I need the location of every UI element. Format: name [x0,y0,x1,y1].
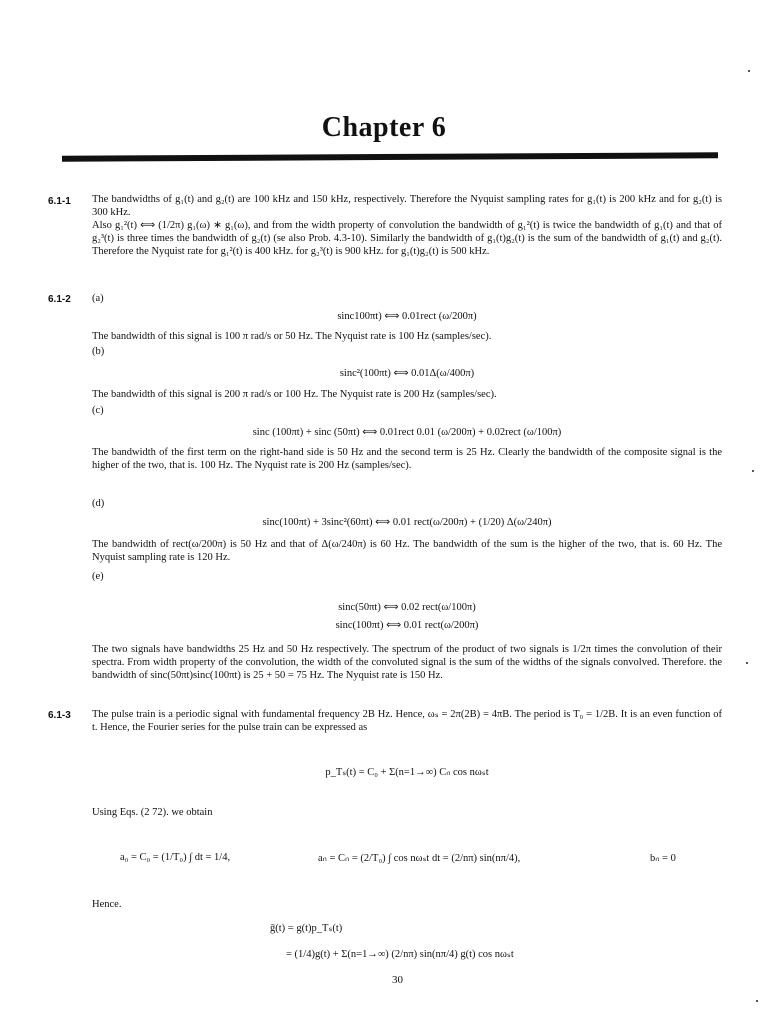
coefficient-a0-equation: a₀ = C₀ = (1/T₀) ∫ dt = 1/4, [120,852,231,863]
part-e-text: The two signals have bandwidths 25 Hz and 50 Hz respectively. The spectrum of the product of two signals is 1/2π times the convolution of their spectra. From width property of the convolution, the width of the convoluted signal is the sum of the widths of the signals convolved. Therefore. the bandwidth of sinc(50πt)sinc(100πt) is 25 + 50 = 75 Hz. The Nyquist rate is 150 Hz. [92,644,722,681]
scan-speck [748,70,750,72]
part-d-text: The bandwidth of rect(ω/200π) is 50 Hz and that of Δ(ω/240π) is 60 Hz. The bandwidth of the sum is the higher of the two, that is. 60 Hz. The Nyquist sampling rate is 120 Hz. [92,539,722,563]
problem-6-1-3-intro: The pulse train is a periodic signal with fundamental frequency 2B Hz. Hence, ωₛ = 2π(2B) = 4πB. The period is T₀ = 1/2B. It is an even function of t. Hence, the Fourier series for the pulse train can be expressed as [92,709,722,733]
part-e-equation-2: sinc(100πt) ⟺ 0.01 rect(ω/200π) [335,620,479,631]
part-b-equation: sinc²(100πt) ⟺ 0.01Δ(ω/400π) [339,368,475,379]
part-a-text: The bandwidth of this signal is 100 π rad/s or 50 Hz. The Nyquist rate is 100 Hz (samples/sec). [92,331,492,342]
part-d-equation: sinc(100πt) + 3sinc²(60πt) ⟺ 0.01 rect(ω/200π) + (1/20) Δ(ω/240π) [262,517,552,528]
chapter-title: Chapter 6 [321,112,447,143]
part-e-equation-1: sinc(50πt) ⟺ 0.02 rect(ω/100π) [338,602,476,613]
part-a-tag: (a) [92,293,104,304]
part-a-equation: sinc100πt) ⟺ 0.01rect (ω/200π) [337,311,477,322]
hence-text: Hence. [92,899,122,910]
title-rule [62,152,718,161]
coefficient-an-equation: aₙ = Cₙ = (2/T₀) ∫ cos nωₛt dt = (2/nπ) sin(nπ/4), [318,853,521,864]
coefficient-bn-equation: bₙ = 0 [650,853,676,864]
part-d-tag: (d) [92,498,105,509]
problem-label-6-1-3: 6.1-3 [48,710,71,721]
sampled-signal-equation-2: = (1/4)g(t) + Σ(n=1→∞) (2/nπ) sin(nπ/4) g(t) cos nωₛt [286,949,514,960]
scan-speck [752,470,754,472]
fourier-series-equation: p_Tₛ(t) = C₀ + Σ(n=1→∞) Cₙ cos nωₛt [325,767,489,778]
part-c-equation: sinc (100πt) + sinc (50πt) ⟺ 0.01rect 0.01 (ω/200π) + 0.02rect (ω/100π) [252,427,562,438]
problem-label-6-1-2-visible: 6.1-2 [48,294,71,305]
part-b-tag: (b) [92,346,105,357]
problem-6-1-1-paragraph-1: The bandwidths of g₁(t) and g₂(t) are 100 kHz and 150 kHz, respectively. Therefore the Nyquist sampling rates for g₁(t) is 200 kHz and for g₂(t) is 300 kHz. [92,194,722,218]
part-c-tag: (c) [92,405,104,416]
part-c-text: The bandwidth of the first term on the right-hand side is 50 Hz and the second term is 25 Hz. Clearly the bandwidth of the composite signal is the higher of the two, that is. 100 Hz. The Nyquist rate is 200 Hz (samples/sec). [92,447,722,471]
problem-label-6-1-1: 6.1-1 [48,196,71,207]
part-b-text: The bandwidth of this signal is 200 π rad/s or 100 Hz. The Nyquist rate is 200 Hz (samples/sec). [92,389,497,400]
page-number: 30 [392,974,403,986]
sampled-signal-equation-1: ḡ(t) = g(t)p_Tₛ(t) [270,923,343,934]
scan-speck [746,662,748,664]
problem-6-1-1-paragraph-2: Also g₁²(t) ⟺ (1/2π) g₁(ω) ∗ g₁(ω), and from the width property of convolution the bandwidth of g₁²(t) is twice the bandwidth of g₁(t) and that of g₂³(t) is three times the bandwidth of g₂(t) (se also Prob. 4.3-10). Similarly the bandwidth of g₁(t)g₂(t) is the sum of the bandwidth of g₁(t) and g₂(t). Therefore the Nyquist rate for g₁²(t) is 400 kHz. for g₂³(t) is 900 kHz. for g₁(t)g₂(t) is 500 kHz. [92,220,722,257]
using-eqs-text: Using Eqs. (2 72). we obtain [92,807,213,818]
part-e-tag: (e) [92,571,104,582]
scan-speck [756,1000,758,1002]
